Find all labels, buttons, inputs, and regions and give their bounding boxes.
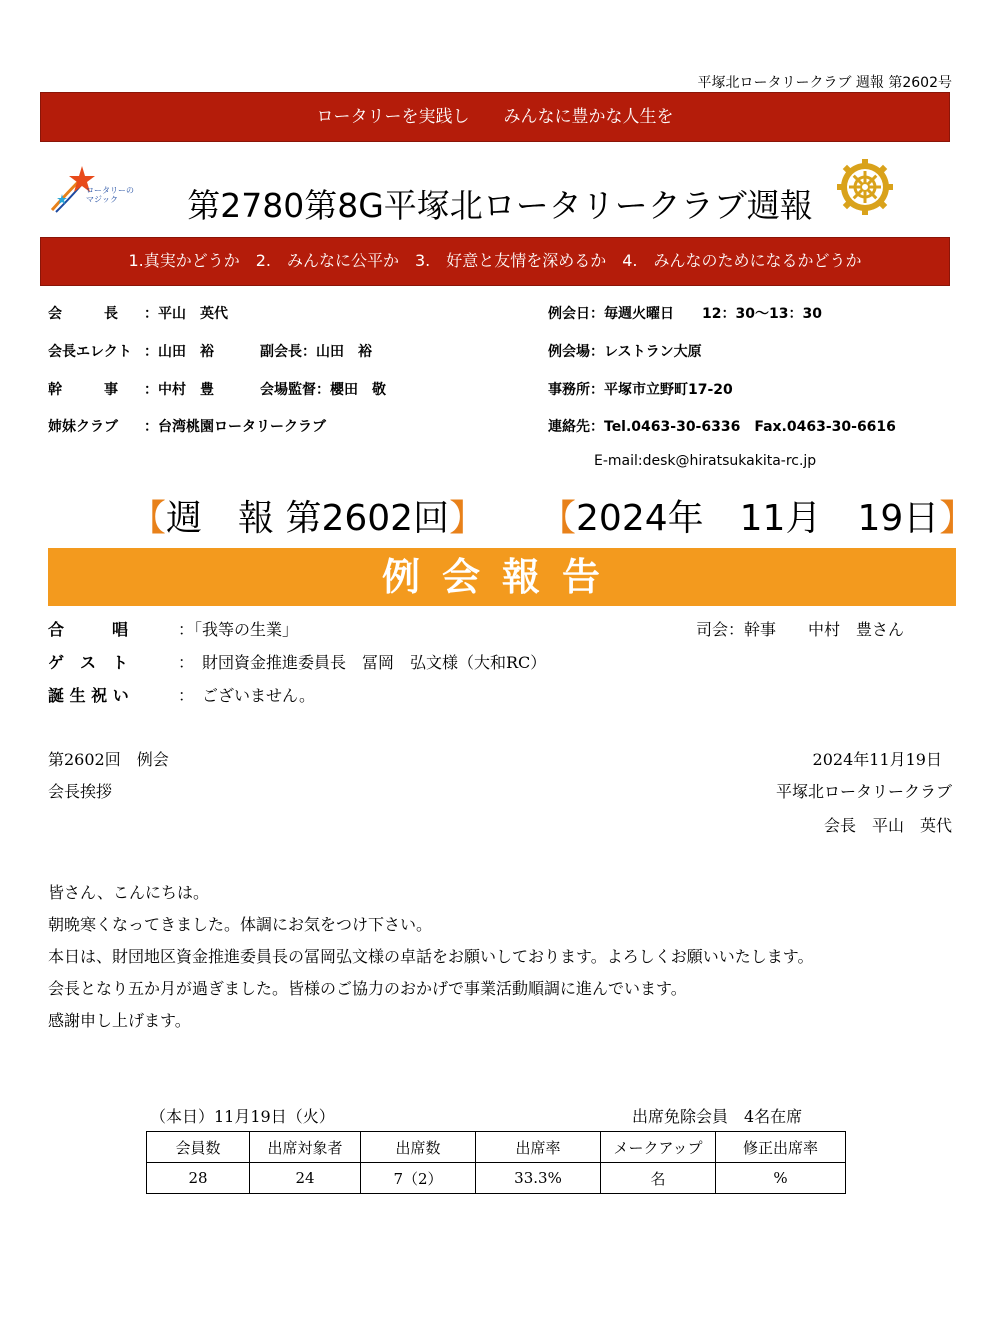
table-header-cell: メークアップ (601, 1132, 716, 1163)
table-header-cell: 出席率 (476, 1132, 601, 1163)
song-line (48, 617, 298, 640)
office-value: ：平塚市立野町17-20 (590, 382, 733, 398)
issue-number (130, 490, 485, 541)
birthday-value: ： ございません。 (178, 686, 315, 705)
attendance-date: （本日）11月19日（火） (150, 1107, 335, 1126)
meeting-day (548, 303, 822, 323)
meeting-day-value: ：毎週火曜日 12：30～13：30 (590, 306, 822, 322)
table-header-row (147, 1132, 846, 1163)
rotary-wheel-icon (836, 158, 894, 216)
motto-banner: ロータリーを実践し みんなに豊かな人生を (40, 92, 950, 142)
greeting-paragraph: 本日は、財団地区資金推進委員長の冨岡弘文様の卓話をお願いしております。よろしくお願いいたします。 (48, 947, 814, 966)
table-header-cell: 修正出席率 (716, 1132, 846, 1163)
table-cell: 33.3% (476, 1163, 601, 1194)
sergeant-label: 会場監督 (260, 382, 316, 398)
issue-date (540, 490, 975, 541)
table-cell: 24 (250, 1163, 361, 1194)
issue-reference: 平塚北ロータリークラブ 週報 第2602号 (697, 75, 952, 91)
vice-value: ：山田 裕 (302, 344, 372, 360)
attendance-table (146, 1131, 846, 1194)
venue-label: 例会場 (548, 344, 590, 360)
meeting-number: 第2602回 例会 (48, 750, 169, 769)
office-label: 事務所 (548, 382, 590, 398)
elect-value: ：山田 裕 (144, 344, 214, 360)
sister-label: 姉妹クラブ (48, 419, 118, 435)
sister-club (48, 416, 326, 436)
song-label: 合 唱 (48, 620, 129, 639)
secretary-value: ：中村 豊 (144, 382, 214, 398)
bracket-close: 】 (449, 498, 486, 539)
greeting-paragraph: 皆さん、こんにちは。 (48, 883, 209, 902)
club-name: 平塚北ロータリークラブ (775, 782, 952, 801)
meeting-venue (548, 341, 702, 361)
table-cell: 7（2） (361, 1163, 476, 1194)
greeting-paragraph: 会長となり五か月が過ぎました。皆様のご協力のおかげで事業活動順調に進んでいます。 (48, 979, 687, 998)
email-link[interactable]: E-mail:desk@hiratsukakita-rc.jp (594, 453, 817, 469)
sister-value: ：台湾桃園ロータリークラブ (144, 419, 326, 435)
elect-label: 会長エレクト (48, 344, 132, 360)
greeting-date: 2024年11月19日 (812, 750, 942, 769)
table-header-cell: 出席数 (361, 1132, 476, 1163)
table-header-cell: 出席対象者 (250, 1132, 361, 1163)
greeting-signature: 会長 平山 英代 (823, 816, 952, 835)
bracket-close: 】 (939, 498, 976, 539)
birthday-label: 誕 生 祝 い (48, 686, 129, 705)
bracket-open: 【 (130, 498, 167, 539)
table-cell: 名 (601, 1163, 716, 1194)
sergeant-value: ：櫻田 敬 (316, 382, 386, 398)
birthday-line (48, 683, 315, 706)
president-label: 会 長 (48, 306, 118, 322)
logo-text-line1: ロータリーの (86, 186, 134, 195)
officer-president (48, 303, 228, 323)
office-address (548, 379, 733, 399)
attendance-exempt: 出席免除会員 4名在席 (632, 1107, 803, 1126)
issue-number-text: 週 報 第2602回 (166, 498, 450, 539)
officer-secretary (48, 379, 214, 399)
report-banner: 例会報告 (48, 548, 956, 606)
issue-date-text: 2024年 11月 19日 (576, 498, 940, 539)
contact-info (548, 416, 896, 436)
guest-value: ： 財団資金推進委員長 冨岡 弘文様（大和RC） (178, 653, 547, 672)
table-cell: 28 (147, 1163, 250, 1194)
contact-label: 連絡先 (548, 419, 590, 435)
meeting-day-label: 例会日 (548, 306, 590, 322)
four-way-test-banner: 1.真実かどうか 2. みんなに公平か 3. 好意と友情を深めるか 4. みんなのためになるかどうか (40, 237, 950, 286)
greeting-paragraph: 朝晩寒くなってきました。体調にお気をつけ下さい。 (48, 915, 433, 934)
table-row (147, 1163, 846, 1194)
table-cell: % (716, 1163, 846, 1194)
contact-value: ：Tel.0463-30-6336 Fax.0463-30-6616 (590, 419, 896, 435)
greeting-paragraph: 感謝申し上げます。 (48, 1011, 191, 1030)
venue-value: ：レストラン大原 (590, 344, 702, 360)
greeting-body (48, 877, 813, 1037)
guest-line (48, 650, 546, 673)
officer-elect (48, 341, 214, 361)
bracket-open: 【 (540, 498, 577, 539)
officer-vice (260, 341, 372, 361)
president-value: ：平山 英代 (144, 306, 228, 322)
mc-line: 司会：幹事 中村 豊さん (696, 620, 905, 639)
vice-label: 副会長 (260, 344, 302, 360)
song-value: ：「我等の生業」 (178, 620, 299, 639)
officer-sergeant (260, 379, 386, 399)
table-header-cell: 会員数 (147, 1132, 250, 1163)
logo-text-line2: マジック (86, 195, 118, 204)
secretary-label: 幹 事 (48, 382, 118, 398)
page-title: 第2780第8G平塚北ロータリークラブ週報 (187, 186, 813, 225)
guest-label: ゲ ス ト (48, 653, 129, 672)
greeting-heading: 会長挨拶 (48, 782, 113, 801)
